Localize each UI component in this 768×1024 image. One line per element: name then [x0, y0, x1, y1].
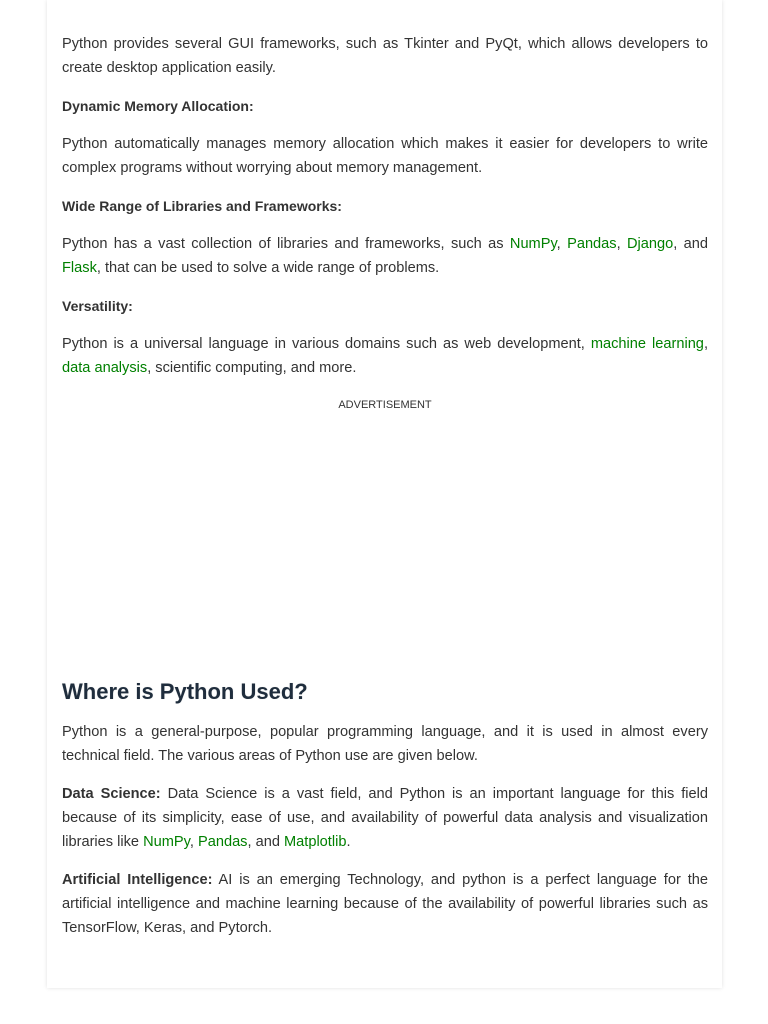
memory-paragraph: Python automatically manages memory allocation which makes it easier for developers to write complex programs without worrying about memory management.: [62, 136, 708, 176]
data-science-text: Data Science is a vast field, and Python is an important language for this field because of its simplicity, ease of use, and availability of powerful data analysis and visualization libraries like: [62, 786, 708, 850]
matplotlib-link[interactable]: Matplotlib: [284, 834, 347, 850]
separator: ,: [189, 834, 198, 850]
article-content: [62, 32, 708, 940]
separator: , and: [673, 236, 709, 252]
separator: .: [346, 834, 351, 850]
pandas-link[interactable]: Pandas: [567, 236, 617, 252]
gui-paragraph: Python provides several GUI frameworks, such as Tkinter and PyQt, which allows developers to create desktop application easily.: [62, 36, 708, 76]
libraries-text-before: Python has a vast collection of libraries and frameworks, such as: [62, 236, 510, 252]
where-used-title: Where is Python Used?: [62, 679, 308, 704]
libraries-text-after: , that can be used to solve a wide range of problems.: [96, 260, 440, 276]
machine-learning-link[interactable]: machine learning: [590, 336, 704, 352]
data-science-paragraph: [62, 782, 708, 854]
data-science-label: Data Science:: [62, 786, 161, 802]
django-link[interactable]: Django: [627, 236, 674, 252]
ai-label: Artificial Intelligence:: [62, 872, 213, 888]
memory-heading: Dynamic Memory Allocation:: [62, 98, 254, 114]
flask-link[interactable]: Flask: [62, 260, 97, 276]
versatility-paragraph: [62, 332, 708, 380]
advertisement-slot: [62, 412, 708, 678]
separator: ,: [616, 236, 628, 252]
separator: ,: [556, 236, 568, 252]
versatility-text-before: Python is a universal language in various domains such as web development,: [62, 336, 591, 352]
separator: , and: [247, 834, 284, 850]
ds-numpy-link[interactable]: NumPy: [143, 834, 190, 850]
advertisement-label: ADVERTISEMENT: [338, 399, 432, 411]
libraries-heading: Wide Range of Libraries and Frameworks:: [62, 198, 342, 214]
separator: ,: [703, 336, 708, 352]
versatility-heading: Versatility:: [62, 298, 133, 314]
ds-pandas-link[interactable]: Pandas: [197, 834, 248, 850]
versatility-text-after: , scientific computing, and more.: [147, 360, 357, 376]
numpy-link[interactable]: NumPy: [509, 236, 557, 252]
where-used-intro: Python is a general-purpose, popular programming language, and it is used in almost every technical field. The various areas of Python use are given below.: [62, 724, 708, 764]
libraries-paragraph: [62, 232, 708, 280]
data-analysis-link[interactable]: data analysis: [62, 360, 148, 376]
ai-text: AI is an emerging Technology, and python is a perfect language for the artificial intelligence and machine learning because of the availability of powerful libraries such as TensorFlow, Keras, and Pytorch.: [62, 872, 709, 936]
ai-paragraph: [62, 868, 708, 940]
